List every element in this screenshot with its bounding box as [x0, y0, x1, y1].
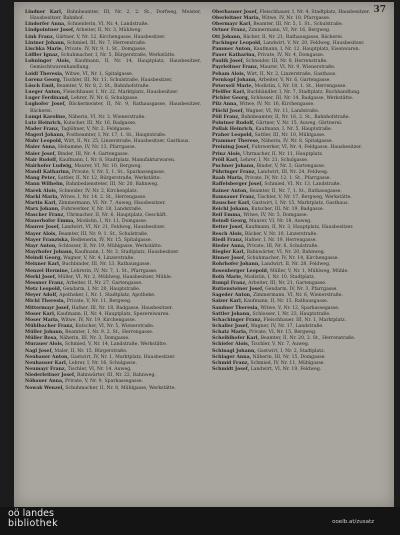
entry-details: Hebamme, IV, Nr. 13, Pfarrgasse. — [58, 145, 136, 151]
entry-details: Sattler, III, Nr. 10, Mühlgasse. — [254, 133, 326, 139]
entry-name: Mang Peter, — [25, 176, 57, 182]
entry-name: Markl Maria, — [25, 194, 59, 200]
entry-details: Kutscher, III, Nr. 19, Badgasse. — [251, 207, 325, 212]
entry-details: Hafner, I, Nr. 19, Herrengasse. — [244, 237, 317, 243]
entry-name: Mayer Alois, — [25, 231, 57, 237]
directory-entry — [25, 102, 201, 114]
entry-details: Gendarm, I, Nr. 20, Hauptstraße. — [62, 287, 141, 293]
entry-name: Maier Anna, — [25, 145, 57, 151]
entry-details: Arbeiter, V, Nr. 6, Gartengasse. — [258, 77, 331, 83]
entry-details: Lehrer, I, Nr. 16, Schulgasse. — [68, 360, 137, 366]
entry-details: Apotheker, I, Nr. 1, Stadtplatz, Apotheke. — [59, 293, 156, 299]
entry-name: Martin Karl, — [25, 200, 58, 206]
entries-column-left — [25, 10, 201, 392]
entry-details: Näherin, III, Nr. 3, Domgasse. — [59, 336, 130, 342]
entry-details: Schneiderin, VI, Nr. 4, Landstraße. — [67, 22, 149, 28]
entry-name: Lutz Heinrich, — [25, 120, 63, 126]
entry-name: Mann Wilhelm, — [25, 182, 65, 188]
entry-details: Modistin, I, Nr. 10, Stadtplatz. — [244, 274, 316, 280]
entry-name: Neuhauser Karl, — [25, 360, 68, 366]
entry-details: Beamter, V, Nr. 8, 2. St., Bahnhofstraße. — [56, 83, 150, 89]
entry-name: Maier Josef, — [25, 151, 56, 157]
entry-name: Riedl Franz, — [212, 237, 244, 243]
entry-name: Marek Alois, — [25, 188, 58, 194]
entry-details: Kaufmann, II, Nr. 14, Hauptplatz, Hausbesitzer, Gemischtwarenhandlung. — [30, 59, 201, 71]
directory-entry — [25, 10, 201, 22]
entry-details: Landwirt, III, Nr. 24, Feldweg. — [257, 170, 329, 176]
entry-details: Schneider, III, Nr. 8, Herrenstraße. — [245, 59, 328, 65]
entry-name: Mair Rudolf, — [25, 157, 58, 163]
entry-details: Landwirt, V, Nr. 20, Feldweg, Hausbesitzer. — [263, 40, 365, 46]
entry-name: Schatz Maria, — [212, 330, 248, 336]
entry-details: Tischler, V, Nr. 7, Auweg. — [250, 342, 310, 348]
entry-details: Zimmermann, VI, Nr. 16, Bergweg. — [248, 28, 331, 34]
entry-name: Lumpi Karoline, — [25, 114, 67, 120]
page-number: 37 — [373, 5, 386, 15]
entry-name: Nagl Josef, — [25, 348, 53, 354]
entry-name: Mayr Anton, — [25, 243, 57, 249]
entry-name: Schaller Josef, — [212, 323, 250, 329]
entry-details: Landwirt, VI, Nr. 21, Feldweg, Hausbesitzer. — [61, 225, 166, 231]
entry-name: Schachinger Franz, — [212, 317, 262, 323]
entry-details: Tischler, VI, Nr. 14, Auweg. — [67, 367, 132, 373]
entry-name: Rohrhofer Johann, — [212, 262, 260, 268]
entry-name: Pammer Anton, — [212, 46, 252, 52]
entry-details: Sattler, II, Nr. 12, Bürgerstraße, Werkstätte. — [57, 176, 162, 182]
entry-details: Kaufmann, I, Nr. 5, Hauptstraße. — [255, 126, 333, 132]
entry-name: Rauscher Karl, — [212, 200, 251, 206]
entry-details: Arbeiter, II, Nr. 3, Mühlweg. — [75, 28, 142, 34]
entry-name: Pauer Katharina, — [212, 53, 257, 59]
entry-details: Bahnwärter, VI, Nr. 20, Bahnweg. — [246, 250, 326, 256]
entry-name: Rosenberger Leopold, — [212, 268, 269, 274]
entry-name: Preining Josef, — [212, 145, 250, 151]
entry-details: Maler, II, Nr. 15, Bürgerstraße. — [54, 348, 128, 354]
entry-name: Mahr Leopold, — [25, 139, 63, 145]
entry-details: Bäcker, II, Nr. 21, Rathausgasse, Bäckerei. — [243, 34, 344, 40]
entry-name: Rinner Josef, — [212, 256, 246, 262]
entry-name: Lindpointner Josef, — [25, 28, 75, 34]
entry-name: Pühringer Franz, — [212, 170, 256, 176]
entry-name: Salzer Karl, — [212, 299, 243, 305]
entry-details: Schuhmacher, I, Nr. 5, Bürgerstraße, Werkstätte. — [60, 53, 176, 59]
entry-name: Pilz Anna, — [212, 102, 238, 108]
entry-details: Kaufmann, II, Nr. 3, Hauptplatz, Hausbesitzer. — [245, 225, 354, 231]
entry-details: Zimmermann, VI, Nr. 7, Auweg, Hausbesitzer. — [58, 200, 166, 206]
entry-name: Müller Rosa, — [25, 336, 58, 342]
entry-details: Schlosser, III, Nr. 14, Badgasse, Werkstätte. — [250, 96, 354, 102]
entry-details: Private, IV, Nr. 4, Domgasse. — [257, 53, 325, 59]
entry-name: Schmidt Josef, — [212, 367, 250, 373]
entry-name: Pollak Heinrich, — [212, 126, 254, 132]
entry-details: Maurer, VI, Nr. 10, Bergweg. — [74, 163, 142, 169]
entry-details: Modistin, I, Nr. 18, 1. St., Herrengasse. — [254, 83, 347, 89]
entry-details: Private, V, Nr. 9, Sparkassegasse. — [65, 379, 144, 385]
entry-name: Neumayr Franz, — [25, 367, 67, 373]
entry-details: Binder, III, Nr. 4, Gartengasse. — [57, 151, 130, 157]
entry-details: Landwirt, VI, Nr. 19, Feldweg. — [250, 367, 322, 373]
entry-name: Peham Alois, — [212, 71, 246, 77]
entry-name: Payrleitner Franz, — [212, 65, 259, 71]
entry-details: Bahnbeamter, II, Nr. 16, 2. St., Bahnhofstraße. — [241, 114, 351, 120]
entry-details: Lehrer, IV, Nr. 6, Schulgasse. — [70, 96, 139, 102]
entry-name: Merkl Josef, — [25, 274, 57, 280]
entry-details: Schuhmacher, II, Nr. 8, Mühlgasse, Werkstätte. — [65, 385, 176, 391]
entry-details: Maurer, VI, Nr. 18, Auweg. — [249, 219, 312, 225]
entry-details: Lehrerin, IV, Nr. 7, 1. St., Pfarrgasse. — [70, 268, 158, 274]
entry-name: Pfeiffer Karl, — [212, 90, 246, 96]
entry-name: Lindner Karl, — [25, 10, 63, 15]
entry-details: Bäcker, V, Nr. 10, Linzerstraße. — [244, 231, 318, 237]
entry-name: Magerl Johann, — [25, 133, 65, 139]
entry-details: Kutscher, VI, Nr. 5, Wienerstraße. — [75, 323, 155, 329]
entry-details: Hafner, III, Nr. 18, Badgasse, Hausbesitzer. — [71, 305, 173, 311]
entry-details: Fleischhauer, III, Nr. 1, Marktplatz. — [263, 317, 347, 323]
entry-details: Kutscher, III, Nr. 16, Badgasse. — [63, 120, 137, 126]
entry-name: Pröll Karl, — [212, 157, 239, 163]
entry-name: Pointner Rudolf, — [212, 120, 255, 126]
entry-details: Schmied, V, Nr. 14, Landstraße, Werkstätte. — [64, 342, 168, 348]
entry-name: Oberhauser Josef, — [212, 10, 258, 15]
entry-name: Prammer Therese, — [212, 139, 260, 145]
entry-details: Gastwirt, IV, Nr. 1, Marktplatz, Hausbesitzer. — [70, 354, 176, 360]
entry-name: Ramsauer Franz, — [212, 194, 256, 200]
entry-name: Plöchl Josef, — [212, 108, 244, 114]
logo-line-1: oö landes — [8, 508, 54, 519]
entry-details: Private, V, Nr. 5, 1. St., Sparkassegasse. — [71, 170, 166, 176]
entry-name: Lughofer Josef, — [25, 102, 66, 108]
entry-name: Meyer Adolf, — [25, 293, 58, 299]
entry-details: Kaufmann, I, Nr. 12, Hauptplatz, Eisenwaren. — [253, 46, 361, 52]
entry-name: Luger Ferdinand, — [25, 96, 70, 102]
entry-name: Rumpl Franz, — [212, 280, 247, 286]
entry-details: Modistin, I, Nr. 11, Domgasse. — [76, 219, 148, 225]
entry-name: Ortner Franz, — [212, 28, 247, 34]
entry-name: Moser Karl, — [25, 311, 56, 317]
entry-details: Lehrer, I, Nr. 21, Schulgasse. — [240, 157, 309, 163]
logo-line-2: bibliothek — [8, 518, 58, 529]
entry-name: Lorenz Georg, — [25, 77, 62, 83]
entry-name: Reichl Johann, — [212, 207, 250, 212]
entry-name: Schiefer Alois, — [212, 342, 250, 348]
entry-details: Gendarm, IV, Nr. 3, Pfarrgasse. — [265, 287, 338, 293]
entry-details: Private, V, Nr. 11, Bergweg. — [66, 299, 132, 305]
entry-name: Sageder Anton, — [212, 293, 252, 299]
entry-name: Mühlbacher Franz, — [25, 323, 74, 329]
entry-name: Mayrhofer Johann, — [25, 250, 74, 256]
directory-entry — [212, 367, 388, 373]
entry-name: Lintner Johann, — [25, 40, 66, 46]
entry-details: Kaufmann, I, Nr. 3, Stadtplatz, Hausbesitzer. — [74, 250, 180, 256]
entry-name: Ruttensteiner Josef, — [212, 287, 264, 293]
entry-name: Pöll Franz, — [212, 114, 240, 120]
entry-details: Arbeiter, II, Nr. 27, Gartengasse. — [66, 280, 143, 286]
footer-credit: ooelb.at/zusatz — [332, 519, 374, 525]
entry-name: Marx Johann, — [25, 207, 60, 212]
entry-details: Bahnwärter, III, Nr. 22, Bahnweg. — [76, 373, 156, 379]
entry-name: Link Franz, — [25, 34, 55, 40]
entry-details: Landwirt, II, Nr. 28, Feldweg. — [261, 262, 331, 268]
entry-details: Beamter, I, Nr. 9, 2. St., Herrengasse. — [65, 330, 154, 336]
entry-name: Lueger Anton, — [25, 90, 62, 96]
entry-details: Tischler, V, Nr. 17, Bergweg, Werkstätte. — [257, 194, 352, 200]
entry-name: Metz Leopold, — [25, 287, 62, 293]
entry-details: Buchbinder, III, Nr. 13, Rathausgasse. — [61, 262, 151, 268]
scanned-page — [14, 2, 394, 507]
entry-details: Beamter, III, Nr. 9, 1. St., Schulstraße. — [58, 231, 149, 237]
entry-name: Obermayr Karl, — [212, 22, 252, 28]
entry-details: Fleischhauer, I, Nr. 22, Marktplatz, Hausbesitzer. — [63, 90, 179, 96]
entry-details: Witwe, IV, Nr. 16, Kirchengasse. — [239, 102, 315, 108]
entry-name: Pernkopf Johann, — [212, 77, 257, 83]
entry-details: Müller, V, Nr. 1, Mühlweg, Mühle. — [269, 268, 349, 274]
entry-name: Rieder Anna, — [212, 243, 246, 249]
entry-name: Reiter Josef, — [212, 225, 244, 231]
entries-column-right — [212, 10, 388, 373]
entry-name: Puchner Johann, — [212, 163, 256, 169]
entry-details: Wirt, II, Nr. 2, Linzerstraße, Gasthaus. — [246, 71, 337, 77]
entry-name: Lindorfer Anna, — [25, 22, 66, 28]
entry-name: Maurer Josef, — [25, 225, 60, 231]
entry-details: Schmied, IV, Nr. 11, Mühlgasse. — [250, 360, 325, 366]
entry-name: Resch Alois, — [212, 231, 244, 237]
entry-name: Reif Emma, — [212, 213, 242, 219]
entry-details: Bahnbeamter, III, Nr. 2, 2. St., Dorfweg, Meister, Hausbesitzer, Bahnhof. — [30, 10, 201, 22]
entry-details: Binder, V, Nr. 3, Gartengasse. — [256, 163, 326, 169]
entry-details: Maurer, VI, Nr. 9, Wienerstraße. — [259, 65, 336, 71]
entry-name: Mittermayr Josef, — [25, 305, 71, 311]
entry-details: Gastwirt, I, Nr. 2, Stadtplatz. — [257, 348, 325, 354]
entry-name: Neubauer Anton, — [25, 354, 69, 360]
entry-details: Schlosser, II, Nr. 19, Mühlgasse, Werkstätte. — [58, 243, 163, 249]
entry-details: Witwe, I, Nr. 14, 2. St., Herrengasse. — [60, 194, 147, 200]
entry-details: Fleischhauer, I, Nr. 4, Stadtplatz, Hausbesitzer. — [259, 10, 370, 15]
entry-details: Wagner, VI, Nr. 11, Landstraße. — [245, 108, 320, 114]
entry-name: Schmid Franz, — [212, 360, 249, 366]
entry-details: Uhrmacher, II, Nr. 6, Hauptplatz, Geschäft. — [66, 213, 168, 219]
entry-details: Fuhrwerker, VI, Nr. 4, Feldgasse, Hausbesitzer. — [251, 145, 363, 151]
entry-name: Rainer Anton, — [212, 188, 248, 194]
entry-details: Gärtner, V, Nr. 15, Auweg, Gärtnerei. — [256, 120, 343, 126]
entry-details: Uhrmacher, II, Nr. 11, Hauptplatz. — [242, 151, 324, 157]
directory-entry — [25, 59, 201, 71]
entry-name: Raab Maria, — [212, 176, 244, 182]
entry-name: Pichler Georg, — [212, 96, 250, 102]
entry-details: Beamter, III, Nr. 5, 1. St., Schulstraße. — [253, 22, 344, 28]
entry-name: Lohninger Alois, — [25, 59, 71, 65]
entry-name: Reindl Georg, — [212, 219, 248, 225]
entry-details: Näherin, VI, Nr. 3, Wienerstraße. — [68, 114, 146, 120]
entry-details: Beamter, II, Nr. 20, 2. St., Herrenstraße. — [260, 336, 356, 342]
entry-details: Private, IV, Nr. 12, 1. St., Pfarrgasse. — [244, 176, 331, 182]
entry-details: Witwe, IV, Nr. 10, Pfarrgasse. — [261, 16, 331, 22]
entry-name: Mascher Franz, — [25, 213, 65, 219]
entry-name: Moser Maria, — [25, 317, 60, 323]
entry-name: Meixner Karl, — [25, 262, 61, 268]
entry-name: Paulik Josef, — [212, 59, 245, 65]
entry-details: Schmied, III, Nr. 7, Herrenstraße. — [67, 40, 147, 46]
entry-details: Kaufmann, I, Nr. 8, Stadtplatz, Manufakturwaren. — [58, 157, 176, 163]
entry-details: Schuhmacher, IV, Nr. 14, Kirchengasse. — [246, 256, 339, 262]
entry-name: Pachinger Leopold, — [212, 40, 262, 46]
entry-name: Meindl Georg, — [25, 256, 62, 262]
entry-name: Schlager Anna, — [212, 354, 252, 360]
entry-name: Lischka Marie, — [25, 46, 64, 52]
entry-details: Beamter, II, Nr. 7, 1. St., Rathausgasse. — [249, 188, 342, 194]
entry-name: Murauer Alois, — [25, 342, 64, 348]
entry-name: Praher Leopold, — [212, 133, 254, 139]
entry-details: Gastwirt, I, Nr. 15, Marktplatz, Gasthaus. — [252, 200, 349, 206]
entry-details: Kaufmann, II, Nr. 13, Rathausgasse. — [243, 299, 329, 305]
entry-details: Postbeamter, I, Nr. 17, 1. St., Hauptstraße. — [66, 133, 167, 139]
entry-name: Mandl Katharina, — [25, 170, 71, 176]
entry-name: Löffler Ignaz, — [25, 53, 60, 59]
entry-name: Lösch Emil, — [25, 83, 56, 89]
entry-details: Fuhrwerker, V, Nr. 18, Landstraße. — [61, 207, 143, 212]
entry-details: Gärtner, V, Nr. 12, Kirchengasse, Hausbesitzer. — [55, 34, 166, 40]
entry-details: Schlosser, I, Nr. 23, Hauptstraße. — [252, 311, 331, 317]
entry-details: Private, VI, Nr. 15, Bergweg. — [249, 330, 317, 336]
entry-name: Schinagl Johann, — [212, 348, 256, 354]
entry-details: Buchhändler, I, Nr. 7, Stadtplatz, Buchhandlung. — [247, 90, 361, 96]
entry-details: Wagner, IV, Nr. 17, Landstraße. — [250, 323, 324, 329]
entry-details: Wirt, II, Nr. 25, Linzerstraße, Hausbesitzer, Gasthaus. — [63, 139, 190, 145]
entry-name: Scheiblhofer Karl, — [212, 336, 260, 342]
entry-name: Oberleitner Maria, — [212, 16, 261, 22]
entry-name: Mayer Franziska, — [25, 237, 70, 243]
entry-details: Arbeiter, III, Nr. 21, Gartengasse. — [248, 280, 327, 286]
entry-details: Kaufmann, II, Nr. 4, Hauptplatz, Spezereiwaren. — [56, 311, 170, 317]
entry-details: Tischler, III, Nr. 11, Schulstraße, Hausbesitzer. — [62, 77, 173, 83]
entry-name: Prinz Alois, — [212, 151, 242, 157]
entry-name: Peterseil Marie, — [212, 83, 254, 89]
entry-details: Witwe, IV, Nr. 19, Kirchengasse. — [60, 317, 137, 323]
entry-details: Näherin, IV, Nr. 8, Spitalgasse. — [261, 139, 334, 145]
entry-details: Wagner, V, Nr. 4, Linzerstraße. — [63, 256, 135, 262]
entry-details: Private, IV, Nr. 9, 1. St., Domgasse. — [64, 46, 147, 52]
entry-details: Schmied, VI, Nr. 13, Landstraße. — [264, 182, 341, 188]
entry-name: Raffelsberger Josef, — [212, 182, 263, 188]
entry-name: Mauerhofer Emma, — [25, 219, 75, 225]
entry-name: Messner Franz, — [25, 280, 65, 286]
directory-entry — [25, 386, 201, 392]
entry-details: Näherin, III, Nr. 15, Domgasse. — [252, 354, 326, 360]
entry-name: Niederleitner Josef, — [25, 373, 76, 379]
entry-name: Mairhofer Ludwig, — [25, 163, 73, 169]
entry-name: Menzel Hermine, — [25, 268, 70, 274]
entry-details: Müller, VI, Nr. 2, Mühlweg, Hausbesitzer, Mühle. — [57, 274, 173, 280]
entry-details: Witwe, IV, Nr. 5, Domgasse. — [243, 213, 308, 219]
library-logo — [8, 509, 58, 529]
entry-details: Witwe, V, Nr. 12, Sparkassegasse. — [260, 305, 340, 311]
entry-details: Bahnbediensteter, III, Nr. 20, Bahnweg. — [65, 182, 159, 188]
entry-details: Schneider, IV, Nr. 2, Kirchenplatz. — [58, 188, 138, 194]
entry-name: Nöbauer Anna, — [25, 379, 64, 385]
entry-details: Taglöhner, V, Nr. 2, Feldgasse. — [60, 126, 132, 132]
entry-name: Sandner Theresia, — [212, 305, 260, 311]
entry-details: Bäckermeister, II, Nr. 9, Rathausgasse, Hausbesitzer, Bäckerei. — [30, 102, 201, 114]
entry-details: Bedienerin, IV, Nr. 15, Spitalgasse. — [70, 237, 153, 243]
entry-name: Müller Johann, — [25, 330, 64, 336]
entry-name: Mader Franz, — [25, 126, 60, 132]
entry-name: Loidl Theresia, — [25, 71, 64, 77]
entry-details: Private, III, Nr. 6, Schulstraße. — [246, 243, 319, 249]
entry-name: Roth Marie, — [212, 274, 243, 280]
entry-details: Zimmermann, VI, Nr. 6, Wienerstraße. — [253, 293, 343, 299]
entry-name: Ott Johann, — [212, 34, 242, 40]
entry-name: Nowak Wenzel, — [25, 385, 64, 391]
entry-details: Witwe, VI, Nr. 1, Spitalgasse. — [65, 71, 134, 77]
entry-name: Riegler Karl, — [212, 250, 246, 256]
entry-name: Sattler Johann, — [212, 311, 252, 317]
entry-name: Michl Theresia, — [25, 299, 66, 305]
